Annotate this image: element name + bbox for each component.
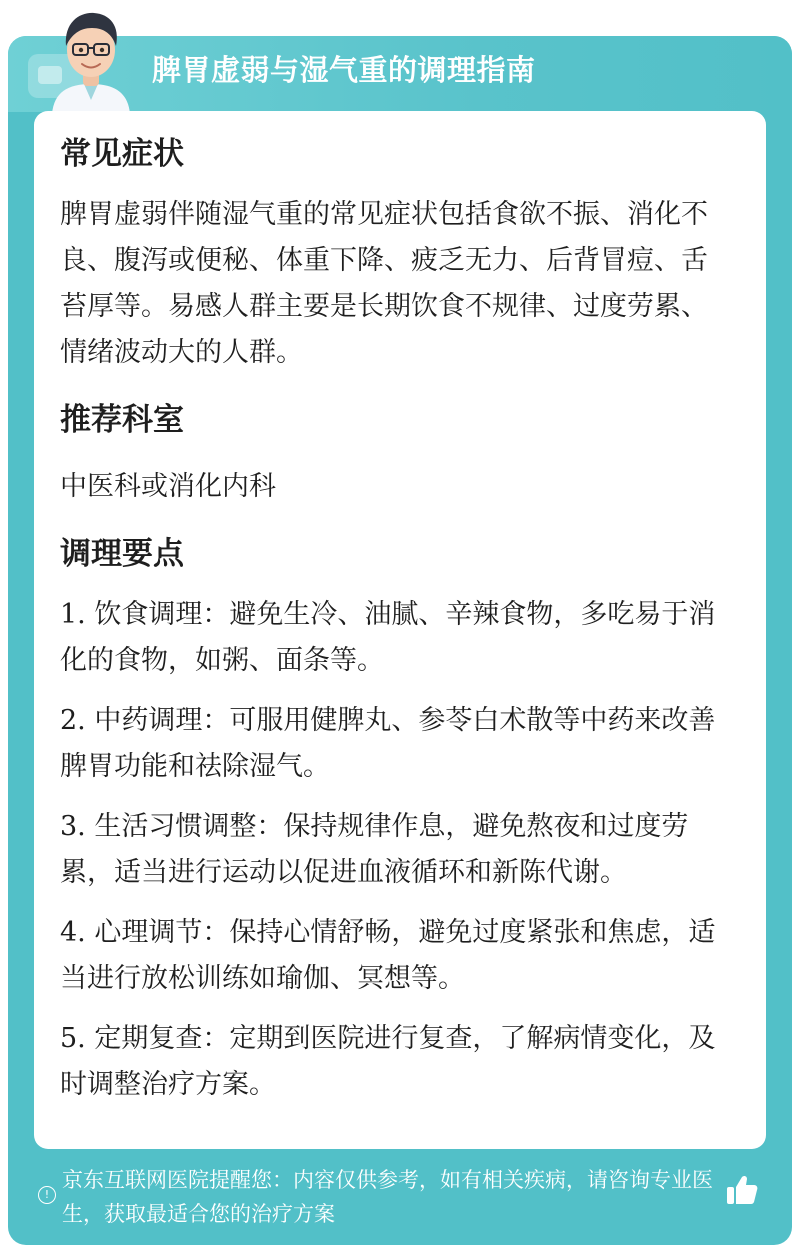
list-item	[60, 804, 730, 896]
list-item	[60, 1016, 730, 1108]
info-icon: !	[38, 1186, 56, 1204]
list-item	[60, 592, 730, 684]
footer-disclaimer: 京东互联网医院提醒您：内容仅供参考，如有相关疾病，请咨询专业医生，获取最适合您的治疗方案	[62, 1168, 713, 1226]
symptoms-paragraph: 脾胃虚弱伴随湿气重的常见症状包括食欲不振、消化不良、腹泻或便秘、体重下降、疲乏无力、后背冒痘、舌苔厚等。易感人群主要是长期饮食不规律、过度劳累、情绪波动大的人群。	[60, 199, 708, 368]
list-item-text: 心理调节：保持心情舒畅，避免过度紧张和焦虑，适当进行放松训练如瑜伽、冥想等。	[60, 917, 716, 994]
list-item-number: 2.	[60, 705, 86, 736]
thumbs-up-icon[interactable]	[724, 1172, 760, 1208]
list-item-number: 5.	[60, 1023, 86, 1054]
list-item-number: 3.	[60, 811, 86, 842]
doctor-avatar	[46, 4, 136, 114]
list-item-text: 生活习惯调整：保持规律作息，避免熬夜和过度劳累，适当进行运动以促进血液循环和新陈代谢。	[60, 811, 689, 888]
department-paragraph: 中医科或消化内科	[60, 471, 276, 502]
list-item-number: 1.	[60, 599, 86, 630]
page-title: 脾胃虚弱与湿气重的调理指南	[152, 53, 536, 87]
content-body	[60, 130, 730, 1108]
section-heading-symptoms: 常见症状	[60, 136, 184, 172]
list-item-text: 饮食调理：避免生冷、油腻、辛辣食物，多吃易于消化的食物，如粥、面条等。	[60, 599, 716, 676]
section-heading-tips: 调理要点	[60, 536, 184, 572]
list-item	[60, 910, 730, 1002]
section-heading-department: 推荐科室	[60, 402, 184, 438]
list-item-text: 定期复查：定期到医院进行复查，了解病情变化，及时调整治疗方案。	[60, 1023, 716, 1100]
list-item-text: 中药调理：可服用健脾丸、参苓白术散等中药来改善脾胃功能和祛除湿气。	[60, 705, 716, 782]
list-item	[60, 698, 730, 790]
list-item-number: 4.	[60, 917, 86, 948]
